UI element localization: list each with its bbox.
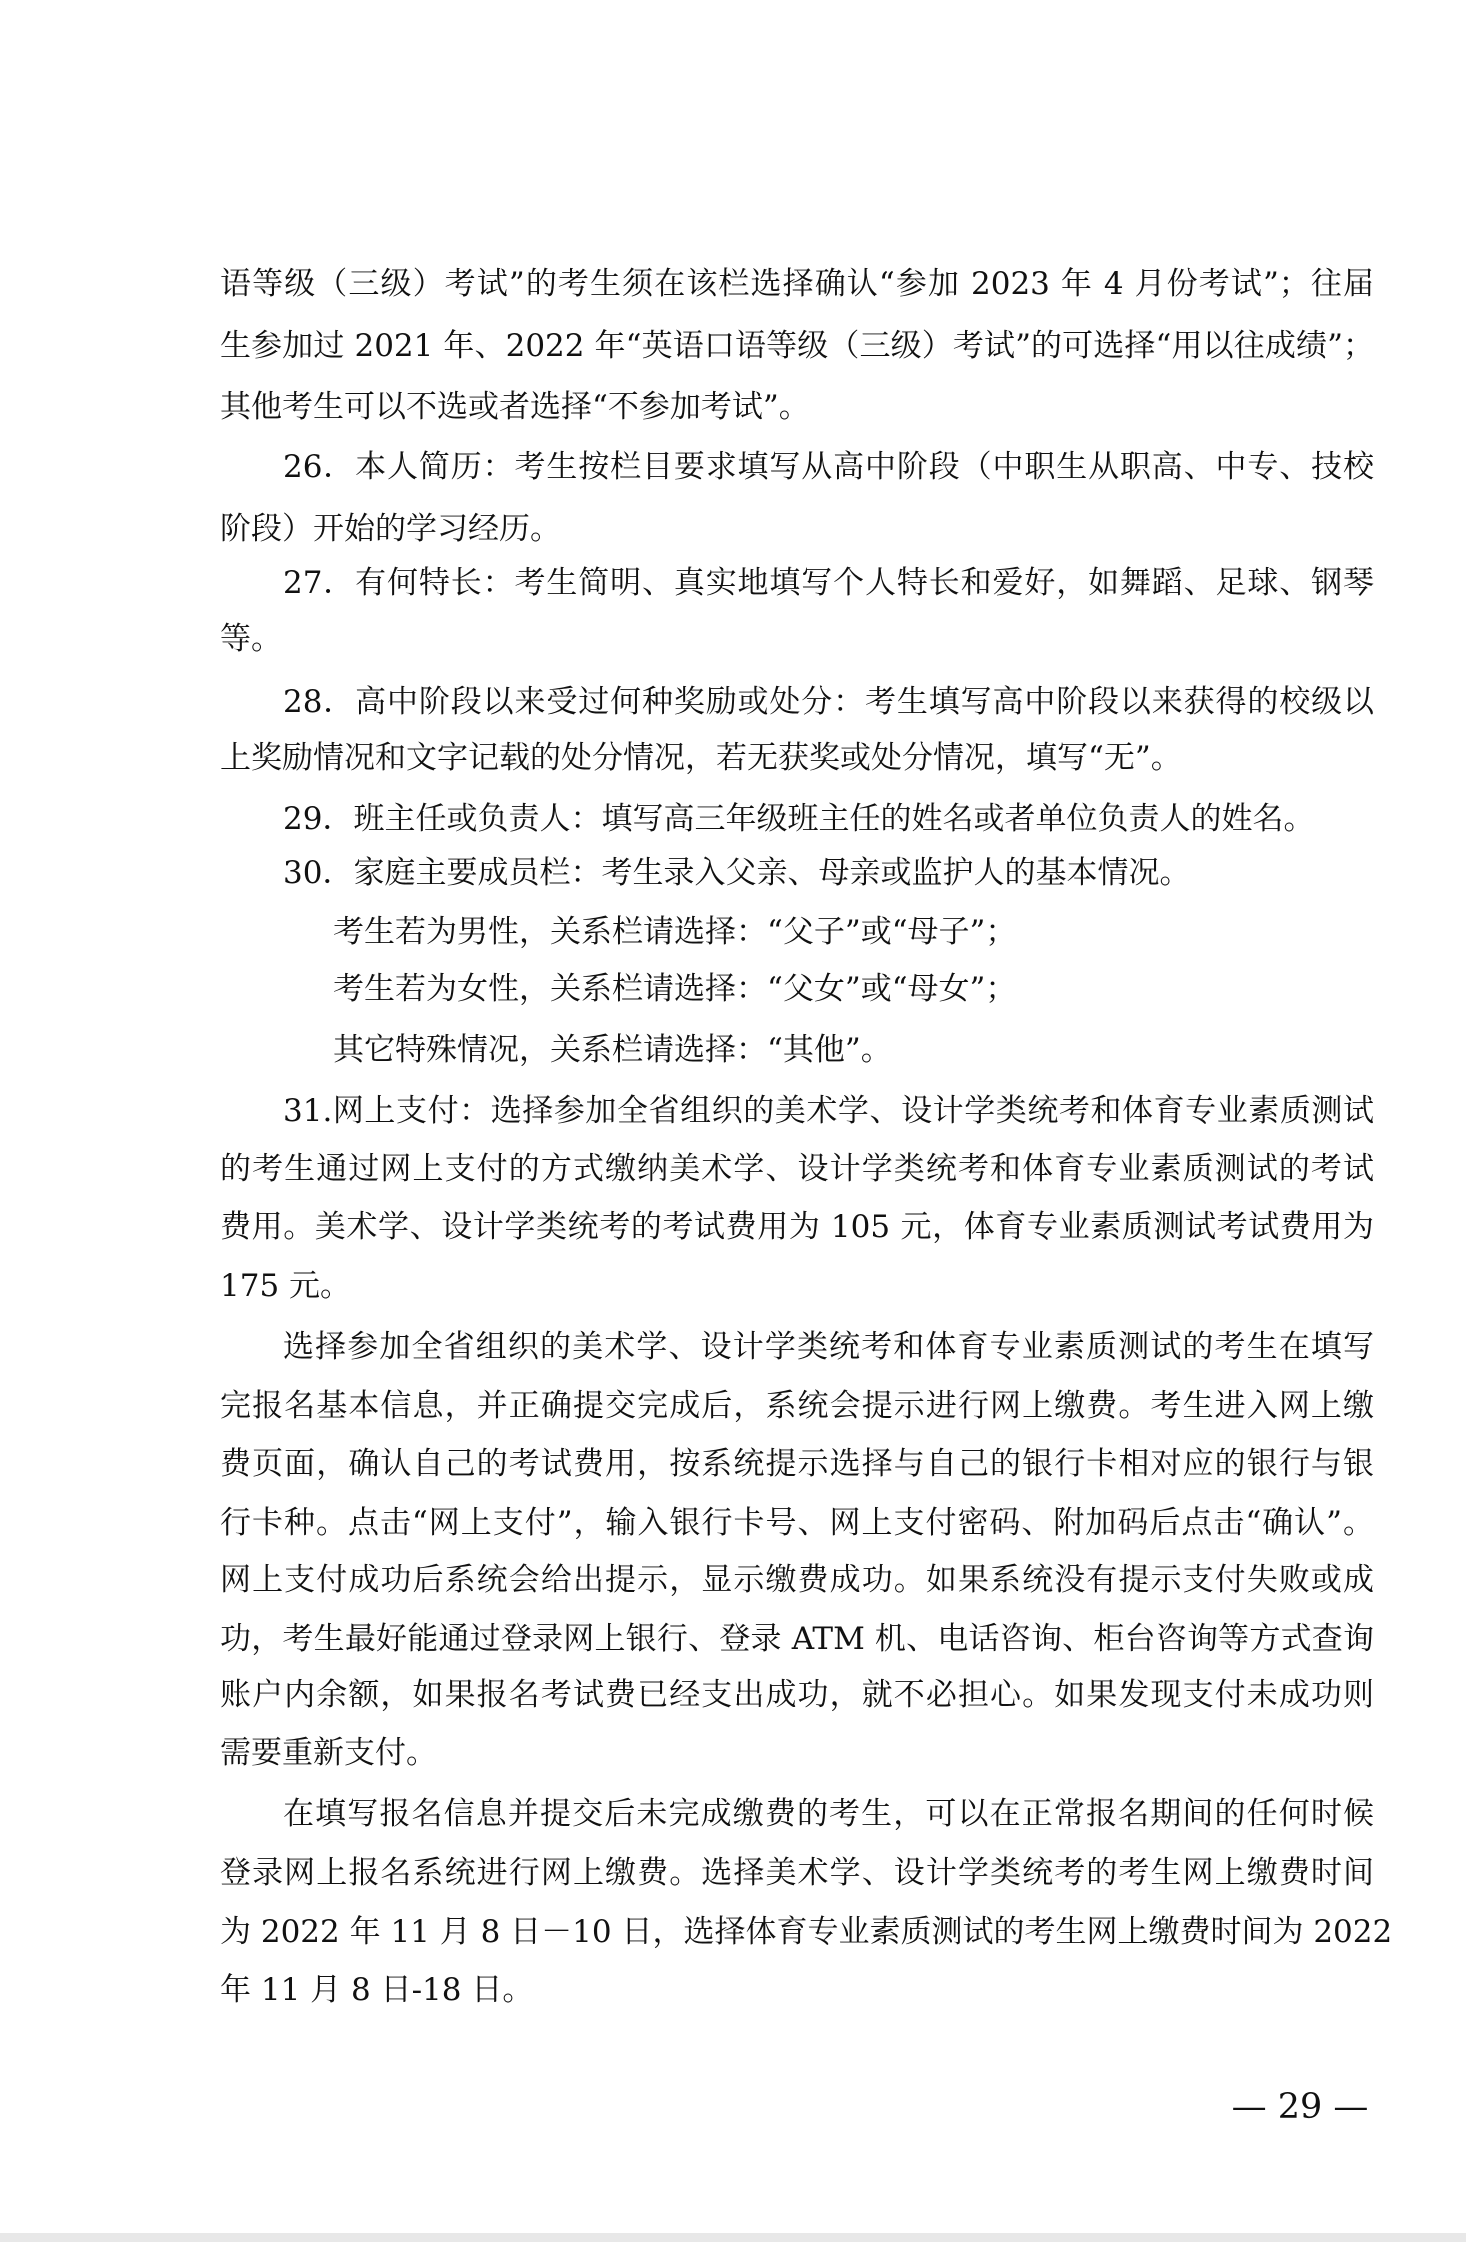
text-line: 语等级（三级）考试”的考生须在该栏选择确认“参加 2023 年 4 月份考试”；往届 [220, 266, 1374, 302]
text-line: 生参加过 2021 年、2022 年“英语口语等级（三级）考试”的可选择“用以往成绩”； [220, 328, 1374, 364]
text-line: 为 2022 年 11 月 8 日－10 日，选择体育专业素质测试的考生网上缴费时间为 2022 [220, 1914, 1393, 1950]
text-line: 28．高中阶段以来受过何种奖励或处分：考生填写高中阶段以来获得的校级以 [283, 684, 1374, 720]
text-line: 费用。美术学、设计学类统考的考试费用为 105 元，体育专业素质测试考试费用为 [220, 1209, 1374, 1245]
text-line: 完报名基本信息，并正确提交完成后，系统会提示进行网上缴费。考生进入网上缴 [220, 1388, 1374, 1424]
text-line: 等。 [220, 621, 282, 657]
text-line: 年 11 月 8 日-18 日。 [220, 1972, 534, 2008]
text-line: 27．有何特长：考生简明、真实地填写个人特长和爱好，如舞蹈、足球、钢琴 [283, 565, 1374, 601]
text-line: 上奖励情况和文字记载的处分情况，若无获奖或处分情况，填写“无”。 [220, 740, 1182, 776]
text-line: 考生若为男性，关系栏请选择：“父子”或“母子”； [333, 914, 1017, 950]
text-line: 需要重新支付。 [220, 1735, 437, 1771]
text-line: 费页面，确认自己的考试费用，按系统提示选择与自己的银行卡相对应的银行与银 [220, 1446, 1374, 1482]
text-line: 网上支付成功后系统会给出提示，显示缴费成功。如果系统没有提示支付失败或成 [220, 1562, 1374, 1598]
text-line: 30．家庭主要成员栏：考生录入父亲、母亲或监护人的基本情况。 [283, 855, 1191, 891]
text-line: 功，考生最好能通过登录网上银行、登录 ATM 机、电话咨询、柜台咨询等方式查询 [220, 1621, 1374, 1657]
text-line: 行卡种。点击“网上支付”，输入银行卡号、网上支付密码、附加码后点击“确认”。 [220, 1505, 1374, 1541]
text-line: 175 元。 [220, 1268, 352, 1304]
text-line: 29．班主任或负责人：填写高三年级班主任的姓名或者单位负责人的姓名。 [283, 801, 1315, 837]
text-line: 考生若为女性，关系栏请选择：“父女”或“母女”； [333, 971, 1017, 1007]
text-line: 登录网上报名系统进行网上缴费。选择美术学、设计学类统考的考生网上缴费时间 [220, 1855, 1374, 1891]
page-bottom-edge [0, 2233, 1466, 2242]
text-line: 其他考生可以不选或者选择“不参加考试”。 [220, 389, 810, 425]
text-line: 阶段）开始的学习经历。 [220, 511, 561, 547]
text-line: 在填写报名信息并提交后未完成缴费的考生，可以在正常报名期间的任何时候 [283, 1796, 1374, 1832]
text-line: 31.网上支付：选择参加全省组织的美术学、设计学类统考和体育专业素质测试 [283, 1093, 1374, 1129]
text-line: 账户内余额，如果报名考试费已经支出成功，就不必担心。如果发现支付未成功则 [220, 1677, 1374, 1713]
text-line: 的考生通过网上支付的方式缴纳美术学、设计学类统考和体育专业素质测试的考试 [220, 1151, 1374, 1187]
text-line: 26．本人简历：考生按栏目要求填写从高中阶段（中职生从职高、中专、技校 [283, 449, 1374, 485]
page-number: — 29 — [1231, 2087, 1369, 2127]
text-line: 选择参加全省组织的美术学、设计学类统考和体育专业素质测试的考生在填写 [283, 1329, 1374, 1365]
text-line: 其它特殊情况，关系栏请选择：“其他”。 [333, 1032, 892, 1068]
